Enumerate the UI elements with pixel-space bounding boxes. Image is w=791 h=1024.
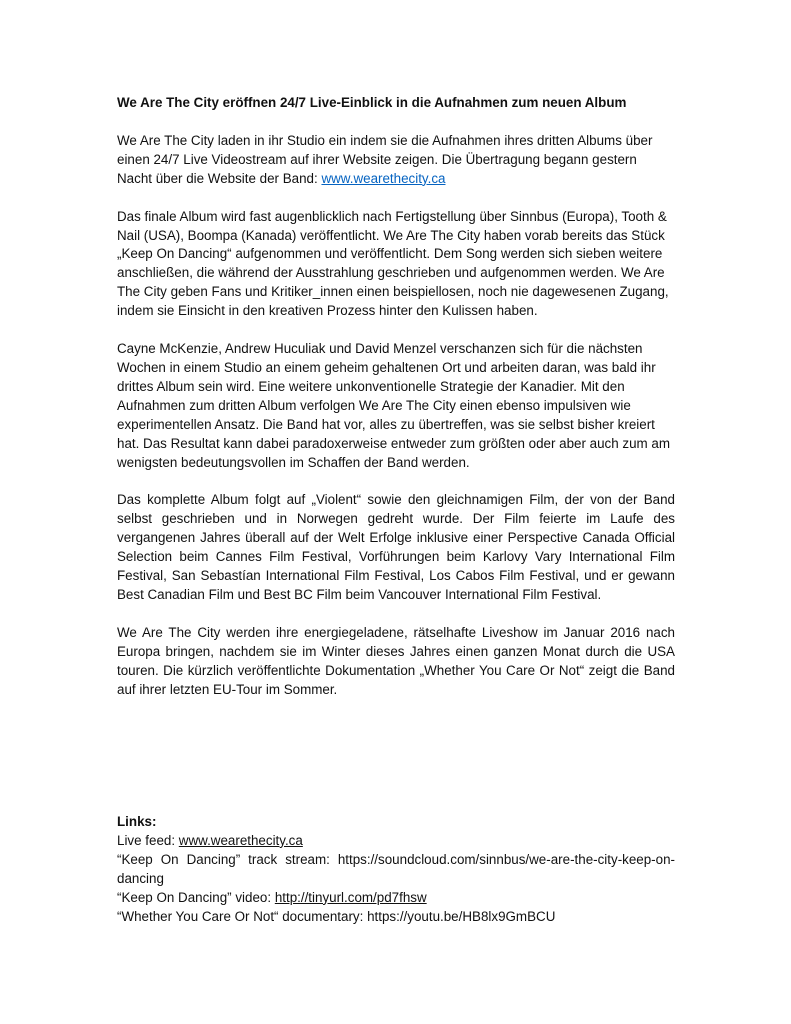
video-label: “Keep On Dancing” video: (117, 889, 275, 905)
document-body (117, 94, 675, 718)
paragraph-tour: We Are The City werden ihre energiegeladene, rätselhafte Liveshow im Januar 2016 nach Europa bringen, nachdem sie im Winter dieses Jahres einen ganzen Monat durch die USA touren. Die kürzlich veröffentlichte Dokumentation „Whether You Care Or Not“ zeigt die Band auf ihrer letzten EU-Tour im Sommer. (117, 624, 675, 697)
links-section (117, 813, 675, 926)
documentary-line: “Whether You Care Or Not“ documentary: https://youtu.be/HB8lx9GmBCU (117, 908, 556, 924)
video-link[interactable]: http://tinyurl.com/pd7fhsw (274, 889, 427, 905)
paragraph-studio: Cayne McKenzie, Andrew Huculiak und David Menzel verschanzen sich für die nächsten Wochen in einem Studio an einem geheim gehaltenen Ort und arbeiten daran, was bald ihr drittes Album sein wird. Eine weitere unkonventionelle Strategie der Kanadier. Mit den Aufnahmen zum dritten Album verfolgen We Are The City einen ebenso impulsiven wie experimentellen Ansatz. Die Band hat vor, alles zu übertreffen, was sie selbst bisher kreiert hat. Das Resultat kann dabei paradoxerweise entweder zum größten oder aber auch zum am wenigsten bedeutungsvollen im Schaffen der Band werden. (117, 341, 671, 470)
paragraph-intro-text: We Are The City laden in ihr Studio ein indem sie die Aufnahmen ihres dritten Albums über einen 24/7 Live Videostream auf ihrer Website zeigen. Die Übertragung begann gestern Nacht über die Website der Band: (117, 132, 653, 186)
video-line (117, 889, 675, 908)
paragraph-intro (117, 132, 675, 189)
live-feed-label: Live feed: (117, 832, 179, 848)
links-heading: Links: (117, 814, 157, 829)
paragraph-release: Das finale Album wird fast augenblicklich nach Fertigstellung über Sinnbus (Europa), Tooth & Nail (USA), Boompa (Kanada) veröffentlicht. We Are The City haben vorab bereits das Stück „Keep On Dancing“ aufgenommen und veröffentlicht. Dem Song werden sich sieben weitere anschließen, die während der Ausstrahlung geschrieben und aufgenommen werden. We Are The City geben Fans und Kritiker_innen einen beispiellosen, noch nie dagewesenen Zugang, indem sie Einsicht in den kreativen Prozess hinter den Kulissen haben. (117, 208, 669, 319)
website-link[interactable]: www.wearethecity.ca (321, 170, 446, 186)
track-stream-line: “Keep On Dancing” track stream: https://soundcloud.com/sinnbus/we-are-the-city-keep-on-dancing (117, 851, 675, 886)
document-title: We Are The City eröffnen 24/7 Live-Einblick in die Aufnahmen zum neuen Album (117, 95, 627, 110)
live-feed-line (117, 832, 675, 851)
paragraph-film: Das komplette Album folgt auf „Violent“ sowie den gleichnamigen Film, der von der Band selbst geschrieben und in Norwegen gedreht wurde. Der Film feierte im Laufe des vergangenen Jahres überall auf der Welt Erfolge inklusive einer Perspective Canada Official Selection beim Cannes Film Festival, Vorführungen beim Karlovy Vary International Film Festival, San Sebastían International Film Festival, Los Cabos Film Festival, und er gewann Best Canadian Film und Best BC Film beim Vancouver International Film Festival. (117, 492, 675, 602)
live-feed-link[interactable]: www.wearethecity.ca (178, 832, 303, 848)
